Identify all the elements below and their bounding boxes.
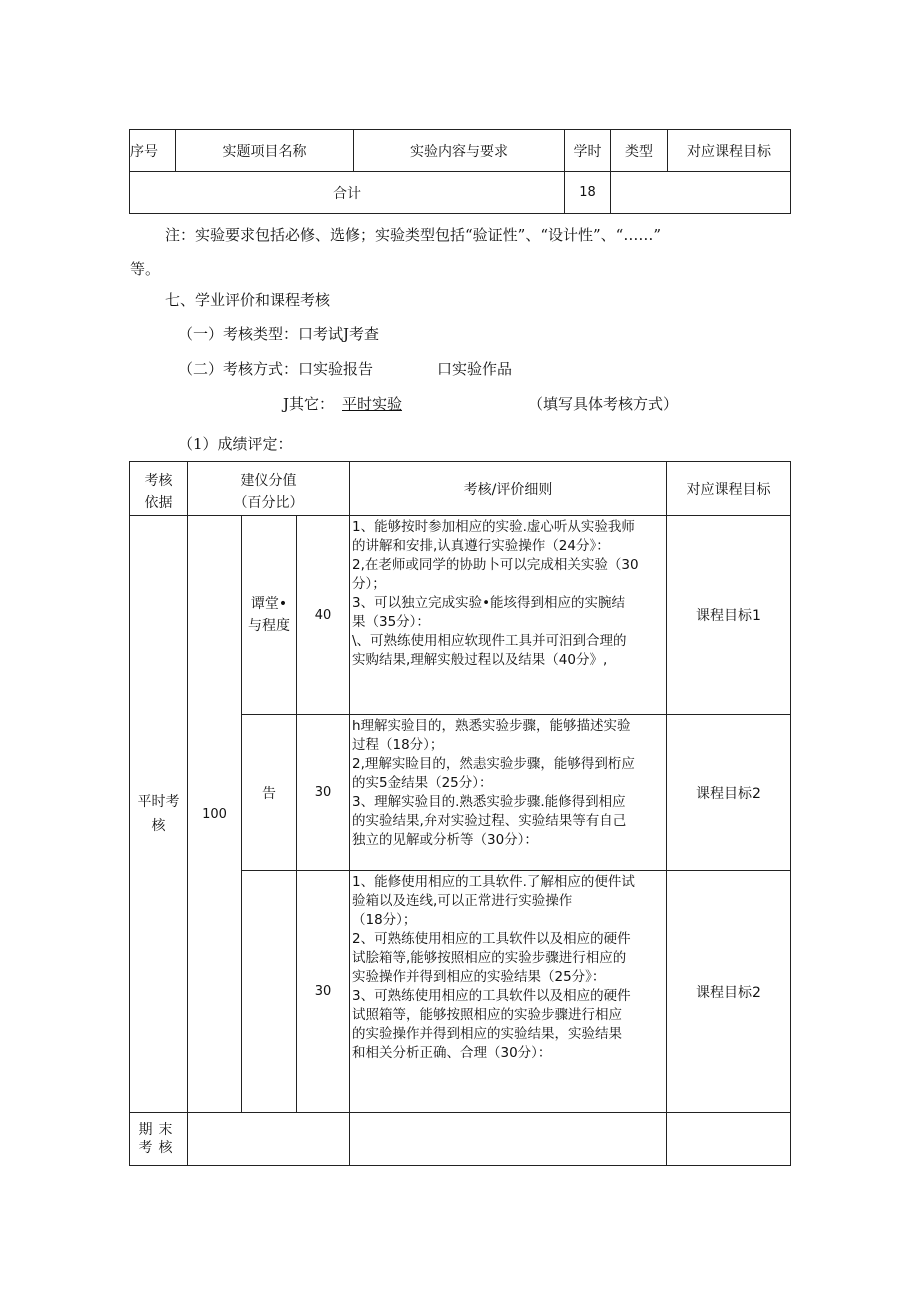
detail-line: 分）； (352, 576, 386, 592)
detail-line: 试照箱等，能够按照相应的实验步骤进行相应 (352, 1007, 622, 1023)
item-name (242, 871, 297, 1113)
detail-line: 的讲解和安排,认真遵行实验操作（24分》： (352, 538, 610, 554)
header-course-objective: 对应课程目标 (667, 462, 791, 516)
detail-line: 和相关分析正确、合理（30分）： (352, 1045, 552, 1061)
grading-label: （1）成绩评定： (178, 435, 293, 453)
header-details: 考核/评价细则 (350, 462, 667, 516)
header-index: 序号 (130, 130, 176, 172)
note-line-1: 注：实验要求包括必修、选修；实验类型包括“验证性”、“设计性”、“……” (165, 226, 662, 244)
total-hours: 18 (565, 172, 611, 214)
header-content: 实验内容与要求 (354, 130, 565, 172)
item-name: 谭堂•与程度 (242, 516, 297, 715)
detail-line: 2,在老师或同学的协助卜可以完成相关实验（30 (352, 557, 639, 573)
detail-line: 3、可熟练使用相应的工具软件以及相应的硬件 (352, 988, 631, 1004)
detail-line: 果（35分）： (352, 614, 430, 630)
final-details (350, 1113, 667, 1166)
detail-line: 1、能修使用相应的工具软件.了解相应的便件试 (352, 874, 635, 890)
final-objective (667, 1113, 791, 1166)
header-project-name: 实题项目名称 (176, 130, 354, 172)
other-note: （填写具体考核方式） (528, 395, 679, 413)
detail-line: 2,理解实睑目的，然恚实验步骤，能够得到桁应 (352, 756, 635, 772)
item-objective: 课程目标2 (667, 715, 791, 871)
total-empty (611, 172, 791, 214)
item-objective: 课程目标1 (667, 516, 791, 715)
detail-line: 实验操作并得到相应的实验结果（25分》： (352, 969, 606, 985)
item-details (350, 516, 667, 715)
other-label: J其它： (283, 395, 335, 413)
group-label: 平时考核 (130, 516, 188, 1113)
detail-line: 实购结果,理解实般过程以及结果（40分》, (352, 652, 608, 668)
section-title: 七、学业评价和课程考核 (165, 291, 331, 309)
group-total: 100 (188, 516, 242, 1113)
experiment-table (129, 129, 791, 214)
detail-line: 的实验结果,弁对实验过程、实验结果等有自己 (352, 813, 627, 829)
note-line-2: 等。 (130, 260, 161, 278)
detail-line: \、可熟练使用相应软现件工具并可汨到合理的 (352, 633, 627, 649)
final-weight (188, 1113, 350, 1166)
detail-line: 试脍箱等,能够按照相应的实验步骤进行相应的 (352, 950, 627, 966)
header-weight: 建仪分值（百分比） (188, 462, 350, 516)
detail-line: 2、可熟练使用相应的工具软件以及相应的硬件 (352, 931, 631, 947)
detail-line: 独立的见解或分析等（30分）： (352, 832, 538, 848)
detail-line: h理解实验目的，熟悉实验步骤，能够描述实验 (352, 718, 631, 734)
item-score: 30 (297, 871, 350, 1113)
header-basis: 考核依据 (130, 462, 188, 516)
item-score: 40 (297, 516, 350, 715)
final-label: 期末考核 (130, 1113, 188, 1166)
detail-line: （18分）； (352, 912, 417, 928)
total-label: 合计 (130, 172, 565, 214)
detail-line: 的实5金结果（25分）： (352, 775, 493, 791)
exam-type: （一）考核类型：口考试J考查 (178, 325, 380, 343)
header-objective: 对应课程目标 (668, 130, 791, 172)
detail-line: 3、可以独立完成实验•能垓得到相应的实腕结 (352, 595, 626, 611)
item-details (350, 871, 667, 1113)
header-hours: 学时 (565, 130, 611, 172)
detail-line: 1、能够按时参加相应的实验.虚心听从实验我师 (352, 519, 635, 535)
grading-table (129, 461, 791, 1166)
item-details (350, 715, 667, 871)
detail-line: 的实验操作并得到相应的实验结果，实验结果 (352, 1026, 622, 1042)
exam-method: （二）考核方式：口实验报告 (178, 360, 374, 378)
detail-line: 验箱以及连线,可以正常进行实验操作 (352, 893, 573, 909)
item-name: 告 (242, 715, 297, 871)
item-objective: 课程目标2 (667, 871, 791, 1113)
detail-line: 过程（18分）； (352, 737, 444, 753)
item-score: 30 (297, 715, 350, 871)
detail-line: 3、理解实验目的.熟悉实验步骤.能修得到相应 (352, 794, 626, 810)
header-type: 类型 (611, 130, 668, 172)
exam-method-option2: 口实验作品 (437, 360, 513, 378)
other-value: 平时实验 (342, 395, 403, 413)
